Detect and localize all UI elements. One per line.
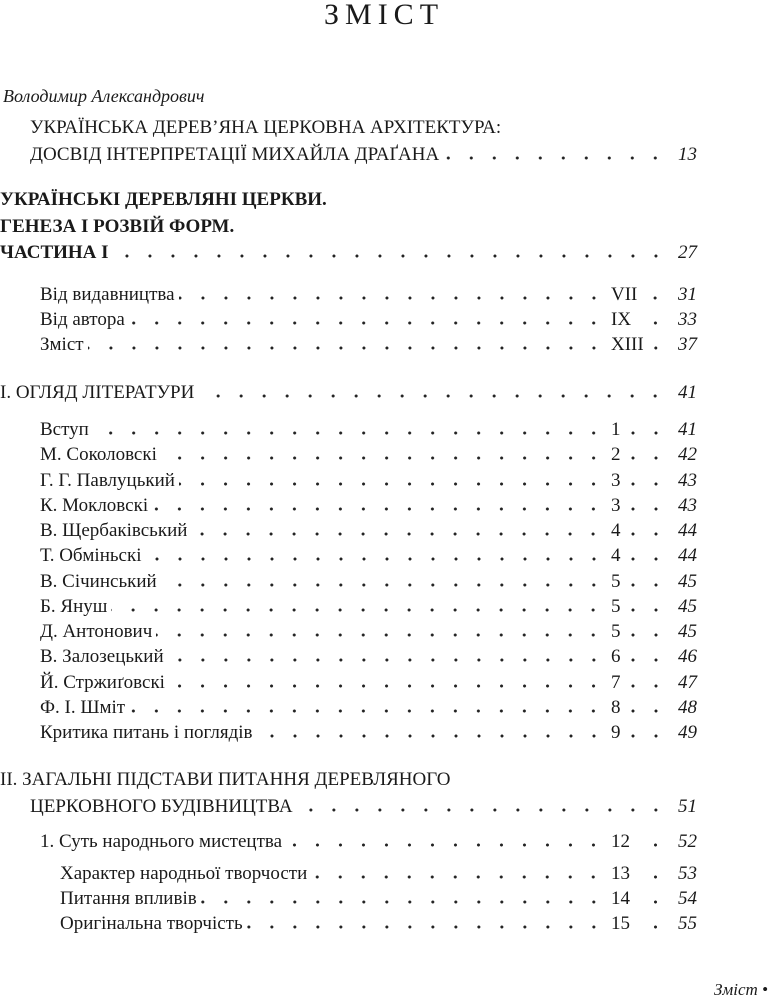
entry-page: 45 xyxy=(678,596,697,617)
dot-leader xyxy=(648,346,667,350)
original-page xyxy=(609,468,671,493)
toc-entry xyxy=(40,594,697,619)
original-page xyxy=(609,720,671,745)
dot-leader xyxy=(179,482,605,486)
dot-leader xyxy=(168,658,605,662)
original-page xyxy=(609,442,671,467)
toc-entry xyxy=(40,442,697,467)
dot-leader xyxy=(625,633,668,637)
dot-leader xyxy=(93,431,605,435)
dot-leader xyxy=(198,394,667,398)
chapter2-title-line1: II. ЗАГАЛЬНІ ПІДСТАВИ ПИТАННЯ ДЕРЕВЛЯНОГО xyxy=(0,769,451,790)
original-page-number: 3 xyxy=(611,470,621,491)
entry-page: 33 xyxy=(678,309,697,330)
intro-author: Володимир Александрович xyxy=(3,86,205,106)
dot-leader xyxy=(161,583,605,587)
dot-leader xyxy=(297,808,667,812)
entry-label: ЦЕРКОВНОГО БУДІВНИЦТВА xyxy=(30,796,293,817)
dot-leader xyxy=(641,296,667,300)
entry-label: Г. Г. Павлуцький xyxy=(40,470,175,491)
dot-leader xyxy=(257,734,606,738)
original-page-number: 1 xyxy=(611,419,621,440)
dot-leader xyxy=(625,456,668,460)
entry-label: М. Соколовскі xyxy=(40,444,157,465)
original-page xyxy=(609,594,671,619)
entry-label: Характер народньої творчости xyxy=(60,863,308,884)
original-page xyxy=(609,861,671,886)
dot-leader xyxy=(113,254,667,258)
original-page-number: 6 xyxy=(611,646,621,667)
original-page-number: 4 xyxy=(611,520,621,541)
original-page xyxy=(609,282,671,307)
toc-entry-chapter2 xyxy=(30,794,697,819)
toc-entry xyxy=(60,886,697,911)
original-page-number: 14 xyxy=(611,888,630,909)
original-page xyxy=(609,332,671,357)
part-title-line1: УКРАЇНСЬКІ ДЕРЕВЛЯНІ ЦЕРКВИ. xyxy=(0,189,327,210)
dot-leader xyxy=(625,709,668,713)
original-page-number: 5 xyxy=(611,621,621,642)
entry-page: 47 xyxy=(678,672,697,693)
original-page xyxy=(609,493,671,518)
entry-label: 1. Суть народнього мистецтва xyxy=(40,831,283,852)
dot-leader xyxy=(625,431,668,435)
original-page xyxy=(609,695,671,720)
original-page xyxy=(609,619,671,644)
entry-label: Критика питань і поглядів xyxy=(40,722,253,743)
original-page-number: 5 xyxy=(611,596,621,617)
original-page xyxy=(609,670,671,695)
dot-leader xyxy=(286,843,605,847)
toc-entry xyxy=(40,569,697,594)
original-page-number: IX xyxy=(611,309,632,330)
dot-leader xyxy=(161,456,605,460)
toc-entry xyxy=(60,911,697,936)
original-page-number: 8 xyxy=(611,697,621,718)
entry-label: В. Залозецький xyxy=(40,646,164,667)
toc-entry-chapter1 xyxy=(0,380,697,405)
entry-label: Ф. І. Шміт xyxy=(40,697,126,718)
original-page-number: 4 xyxy=(611,545,621,566)
original-page-number: 2 xyxy=(611,444,621,465)
dot-leader xyxy=(635,321,667,325)
toc-entry xyxy=(40,518,697,543)
dot-leader xyxy=(191,532,605,536)
dot-leader xyxy=(156,633,605,637)
dot-leader xyxy=(247,925,605,929)
original-page-number: 5 xyxy=(611,571,621,592)
dot-leader xyxy=(129,321,605,325)
entry-label: Т. Обміньскі xyxy=(40,545,142,566)
dot-leader xyxy=(201,900,605,904)
entry-page: 41 xyxy=(678,382,697,403)
entry-label: Вступ xyxy=(40,419,89,440)
entry-page: 44 xyxy=(678,545,697,566)
toc-entry xyxy=(40,670,697,695)
entry-page: 27 xyxy=(678,242,697,263)
entry-label: ЧАСТИНА І xyxy=(0,242,109,263)
intro-title-line1: УКРАЇНСЬКА ДЕРЕВ’ЯНА ЦЕРКОВНА АРХІТЕКТУРА: xyxy=(30,117,502,138)
entry-page: 42 xyxy=(678,444,697,465)
toc-entry xyxy=(40,332,697,357)
entry-page: 48 xyxy=(678,697,697,718)
page-title: ЗМІСТ xyxy=(323,0,445,31)
dot-leader xyxy=(129,709,605,713)
original-page xyxy=(609,886,671,911)
entry-label: I. ОГЛЯД ЛІТЕРАТУРИ xyxy=(0,382,195,403)
toc-entry xyxy=(40,468,697,493)
dot-leader xyxy=(88,346,605,350)
entry-label: Й. Стржиґовскі xyxy=(40,672,165,693)
entry-page: 52 xyxy=(678,831,697,852)
entry-label: К. Мокловскі xyxy=(40,495,149,516)
entry-label: Оригінальна творчість xyxy=(60,913,243,934)
entry-label: Б. Януш xyxy=(40,596,108,617)
dot-leader xyxy=(634,875,667,879)
original-page xyxy=(609,911,671,936)
dot-leader xyxy=(169,684,605,688)
original-page xyxy=(609,569,671,594)
running-footer: Зміст • xyxy=(713,980,768,999)
entry-label: Питання впливів xyxy=(60,888,197,909)
entry-page: 45 xyxy=(678,571,697,592)
original-page-number: 9 xyxy=(611,722,621,743)
entry-label: Зміст xyxy=(40,334,84,355)
dot-leader xyxy=(625,557,668,561)
toc-entry xyxy=(40,619,697,644)
toc-entry-intro xyxy=(30,142,697,167)
dot-leader xyxy=(625,684,668,688)
dot-leader xyxy=(625,482,668,486)
entry-label: ДОСВІД ІНТЕРПРЕТАЦІЇ МИХАЙЛА ДРАҐАНА xyxy=(30,144,440,165)
entry-page: 43 xyxy=(678,495,697,516)
dot-leader xyxy=(625,658,668,662)
toc-entry xyxy=(40,307,697,332)
entry-label: Від видавництва xyxy=(40,284,175,305)
dot-leader xyxy=(146,557,606,561)
original-page xyxy=(609,543,671,568)
original-page-number: 3 xyxy=(611,495,621,516)
original-page-number: 15 xyxy=(611,913,630,934)
toc-entry xyxy=(40,644,697,669)
original-page-number: 7 xyxy=(611,672,621,693)
toc-entry xyxy=(60,861,697,886)
entry-page: 55 xyxy=(678,913,697,934)
entry-page: 43 xyxy=(678,470,697,491)
entry-label: В. Щербаківський xyxy=(40,520,188,541)
entry-page: 31 xyxy=(678,284,697,305)
original-page xyxy=(609,307,671,332)
original-page xyxy=(609,518,671,543)
original-page xyxy=(609,644,671,669)
entry-page: 49 xyxy=(678,722,697,743)
toc-entry xyxy=(40,695,697,720)
entry-label: В. Січинський xyxy=(40,571,157,592)
toc-entry xyxy=(40,543,697,568)
original-page-number: 12 xyxy=(611,831,630,852)
entry-page: 53 xyxy=(678,863,697,884)
toc-entry xyxy=(40,417,697,442)
original-page xyxy=(609,417,671,442)
original-page-number: XIII xyxy=(611,334,644,355)
toc-entry xyxy=(40,282,697,307)
dot-leader xyxy=(152,507,605,511)
dot-leader xyxy=(625,583,668,587)
original-page xyxy=(609,829,671,854)
entry-page: 13 xyxy=(678,144,697,165)
entry-page: 37 xyxy=(678,334,697,355)
dot-leader xyxy=(443,156,667,160)
dot-leader xyxy=(625,532,668,536)
entry-page: 41 xyxy=(678,419,697,440)
dot-leader xyxy=(179,296,605,300)
dot-leader xyxy=(625,734,668,738)
entry-label: Д. Антонович xyxy=(40,621,153,642)
dot-leader xyxy=(634,900,667,904)
dot-leader xyxy=(311,875,605,879)
original-page-number: 13 xyxy=(611,863,630,884)
entry-page: 46 xyxy=(678,646,697,667)
toc-entry xyxy=(40,720,697,745)
entry-page: 45 xyxy=(678,621,697,642)
entry-page: 51 xyxy=(678,796,697,817)
toc-entry-part xyxy=(0,240,697,265)
original-page-number: VII xyxy=(611,284,638,305)
entry-label: Від автора xyxy=(40,309,125,330)
dot-leader xyxy=(625,608,668,612)
part-title-line2: ГЕНЕЗА І РОЗВІЙ ФОРМ. xyxy=(0,216,235,237)
dot-leader xyxy=(625,507,668,511)
toc-entry xyxy=(40,829,697,854)
dot-leader xyxy=(634,925,667,929)
entry-page: 44 xyxy=(678,520,697,541)
dot-leader xyxy=(111,608,605,612)
toc-entry xyxy=(40,493,697,518)
entry-page: 54 xyxy=(678,888,697,909)
dot-leader xyxy=(634,843,667,847)
